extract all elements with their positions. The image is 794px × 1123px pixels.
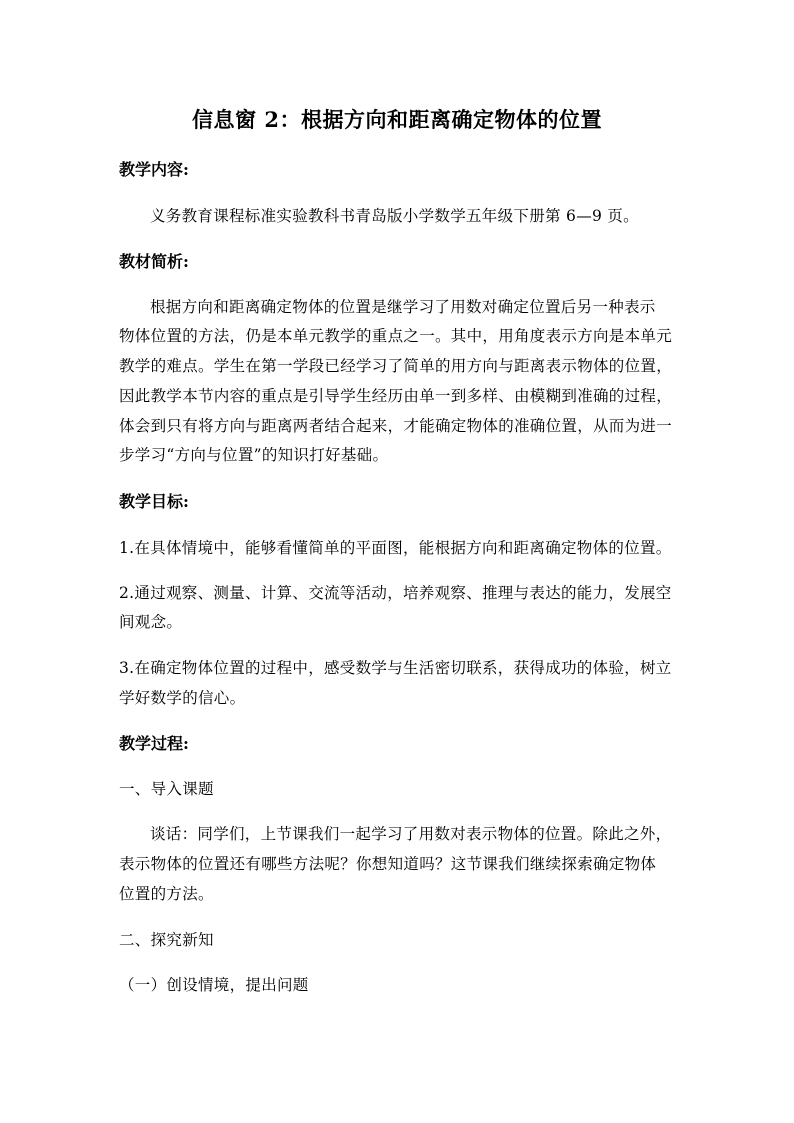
heading-process: 教学过程:: [119, 734, 189, 753]
analysis-line: 体会到只有将方向与距离两者结合起来，才能确定物体的准确位置，从而为进一: [119, 417, 673, 435]
talk-line: 位置的方法。: [119, 885, 214, 903]
goal-1: 1.在具体情境中，能够看懂简单的平面图，能根据方向和距离确定物体的位置。: [119, 539, 672, 557]
part-1-heading: 一、导入课题: [119, 780, 214, 798]
analysis-line: 根据方向和距离确定物体的位置是继学习了用数对确定位置后另一种表示: [150, 298, 656, 316]
heading-goals: 教学目标:: [119, 492, 189, 511]
goal-2-line-1: 2.通过观察、测量、计算、交流等活动，培养观察、推理与表达的能力，发展空: [119, 584, 672, 602]
talk-line: 表示物体的位置还有哪些方法呢？你想知道吗？这节课我们继续探索确定物体: [119, 855, 657, 873]
heading-content: 教学内容:: [119, 160, 189, 179]
goal-3-line-1: 3.在确定物体位置的过程中，感受数学与生活密切联系，获得成功的体验，树立: [119, 659, 672, 677]
analysis-line: 因此教学本节内容的重点是引导学生经历由单一到多样、由模糊到准确的过程，: [119, 387, 673, 405]
goal-2-line-2: 间观念。: [119, 613, 183, 631]
heading-analysis: 教材简析:: [119, 252, 189, 271]
subsection-1-heading: （一）创设情境，提出问题: [119, 976, 309, 994]
part-2-heading: 二、探究新知: [119, 931, 214, 949]
analysis-line: 步学习“方向与位置”的知识打好基础。: [119, 446, 389, 464]
page-title: 信息窗 2：根据方向和距离确定物体的位置: [192, 107, 602, 132]
talk-line: 谈话：同学们，上节课我们一起学习了用数对表示物体的位置。除此之外，: [150, 825, 672, 843]
goal-3-line-2: 学好数学的信心。: [119, 689, 246, 707]
content-text: 义务教育课程标准实验教科书青岛版小学数学五年级下册第 6—9 页。: [150, 207, 639, 225]
analysis-line: 教学的难点。学生在第一学段已经学习了简单的用方向与距离表示物体的位置，: [119, 357, 673, 375]
analysis-line: 物体位置的方法，仍是本单元教学的重点之一。其中，用角度表示方向是本单元: [119, 327, 673, 345]
